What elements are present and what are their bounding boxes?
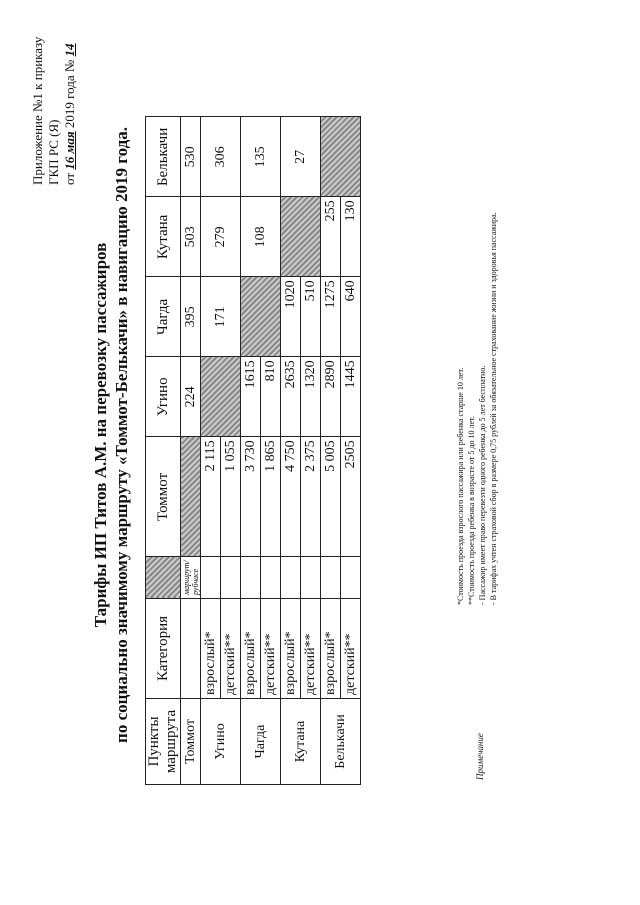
value-cell: 224 (181, 357, 201, 437)
value-cell: 27 (281, 117, 321, 197)
value-cell: 510 (301, 277, 321, 357)
cell (321, 557, 341, 599)
value-cell: 1 055 (221, 437, 241, 557)
cell (301, 557, 321, 599)
value-cell: 395 (181, 277, 201, 357)
value-cell: 130 (341, 197, 361, 277)
value-cell: 1 865 (261, 437, 281, 557)
value-cell: 810 (261, 357, 281, 437)
value-cell: 2 115 (201, 437, 221, 557)
shaded-cell (321, 117, 361, 197)
row-category: детский** (261, 599, 281, 699)
document-title (90, 25, 132, 845)
header-category: Категория (146, 599, 181, 699)
table-row (241, 117, 261, 785)
cell (241, 557, 261, 599)
value-cell: 2635 (281, 357, 301, 437)
cell (201, 557, 221, 599)
table-row (321, 117, 341, 785)
row-category: взрослый* (281, 599, 301, 699)
cell (261, 557, 281, 599)
row-point: Кутана (281, 699, 321, 785)
cell (221, 557, 241, 599)
value-cell: 2505 (341, 437, 361, 557)
shaded-cell (281, 197, 321, 277)
note-item: - В тарифах учтен страховой сбор в размере 0,75 рублей за обязательное страхование жизни и здоровья пассажира. (489, 212, 498, 605)
header-points: Пункты маршрута (146, 699, 181, 785)
tariff-table (145, 116, 361, 785)
value-cell: 1615 (241, 357, 261, 437)
row-category: взрослый* (321, 599, 341, 699)
value-cell: 503 (181, 197, 201, 277)
value-cell: 2890 (321, 357, 341, 437)
notes-list (455, 212, 499, 605)
row-category: взрослый* (241, 599, 261, 699)
header-col-1: Томмот (146, 437, 181, 557)
header-col-3: Чагда (146, 277, 181, 357)
row-point: Белькачи (321, 699, 361, 785)
row-category: взрослый* (201, 599, 221, 699)
value-cell: 1275 (321, 277, 341, 357)
stops-body (201, 117, 361, 785)
annex-line1: Приложение №1 к приказу ГКП РС (Я) (30, 36, 61, 185)
value-cell: 3 730 (241, 437, 261, 557)
value-cell: 171 (201, 277, 241, 357)
annex-stamp (30, 15, 78, 185)
header-col-4: Кутана (146, 197, 181, 277)
value-cell: 108 (241, 197, 281, 277)
title-line1: Тарифы ИП Титов А.М. на перевозку пассажиров (91, 242, 110, 628)
header-col-5: Белькачи (146, 117, 181, 197)
value-cell: 5 005 (321, 437, 341, 557)
value-cell: 255 (321, 197, 341, 277)
row-point: Угино (201, 699, 241, 785)
shaded-cell (146, 557, 181, 599)
value-cell: 135 (241, 117, 281, 197)
note-item: **Стоимость проезда ребенка в возрасте от 5 до 10 лет. (467, 416, 476, 605)
value-cell: 530 (181, 117, 201, 197)
value-cell: 640 (341, 277, 361, 357)
cell (341, 557, 361, 599)
table-row (201, 117, 221, 785)
value-cell: 279 (201, 197, 241, 277)
table-row (181, 117, 201, 785)
value-cell: 306 (201, 117, 241, 197)
value-cell: 1445 (341, 357, 361, 437)
shaded-cell (181, 437, 201, 557)
row-category: детский** (301, 599, 321, 699)
note-item: *Стоимость проезда взрослого пассажира или ребенка старше 10 лет. (456, 367, 465, 605)
side-note: маршрут/рубчасе (181, 557, 201, 599)
header-col-2: Угино (146, 357, 181, 437)
annex-line2: от 16 мая 2019 года № 14 (62, 43, 77, 185)
title-line2: по социально значимому маршруту «Томмот-Белькачи» в навигацию 2019 года. (112, 127, 131, 743)
table-row (281, 117, 301, 785)
cell (181, 599, 201, 699)
row-category: детский** (341, 599, 361, 699)
row-category: детский** (221, 599, 241, 699)
annex-number: 14 (62, 43, 77, 57)
value-cell: 1320 (301, 357, 321, 437)
annex-date: 16 мая (62, 131, 77, 170)
note-item: - Пассажир имеет право перевезти одного ребенка до 5 лет бесплатно. (478, 365, 487, 605)
notes-label: Примечание (475, 733, 485, 780)
row-point: Чагда (241, 699, 281, 785)
value-cell: 4 750 (281, 437, 301, 557)
cell (281, 557, 301, 599)
shaded-cell (241, 277, 281, 357)
shaded-cell (201, 357, 241, 437)
header-row (146, 117, 181, 785)
value-cell: 1020 (281, 277, 301, 357)
table-row (341, 117, 361, 785)
row-point: Томмот (181, 699, 201, 785)
value-cell: 2 375 (301, 437, 321, 557)
